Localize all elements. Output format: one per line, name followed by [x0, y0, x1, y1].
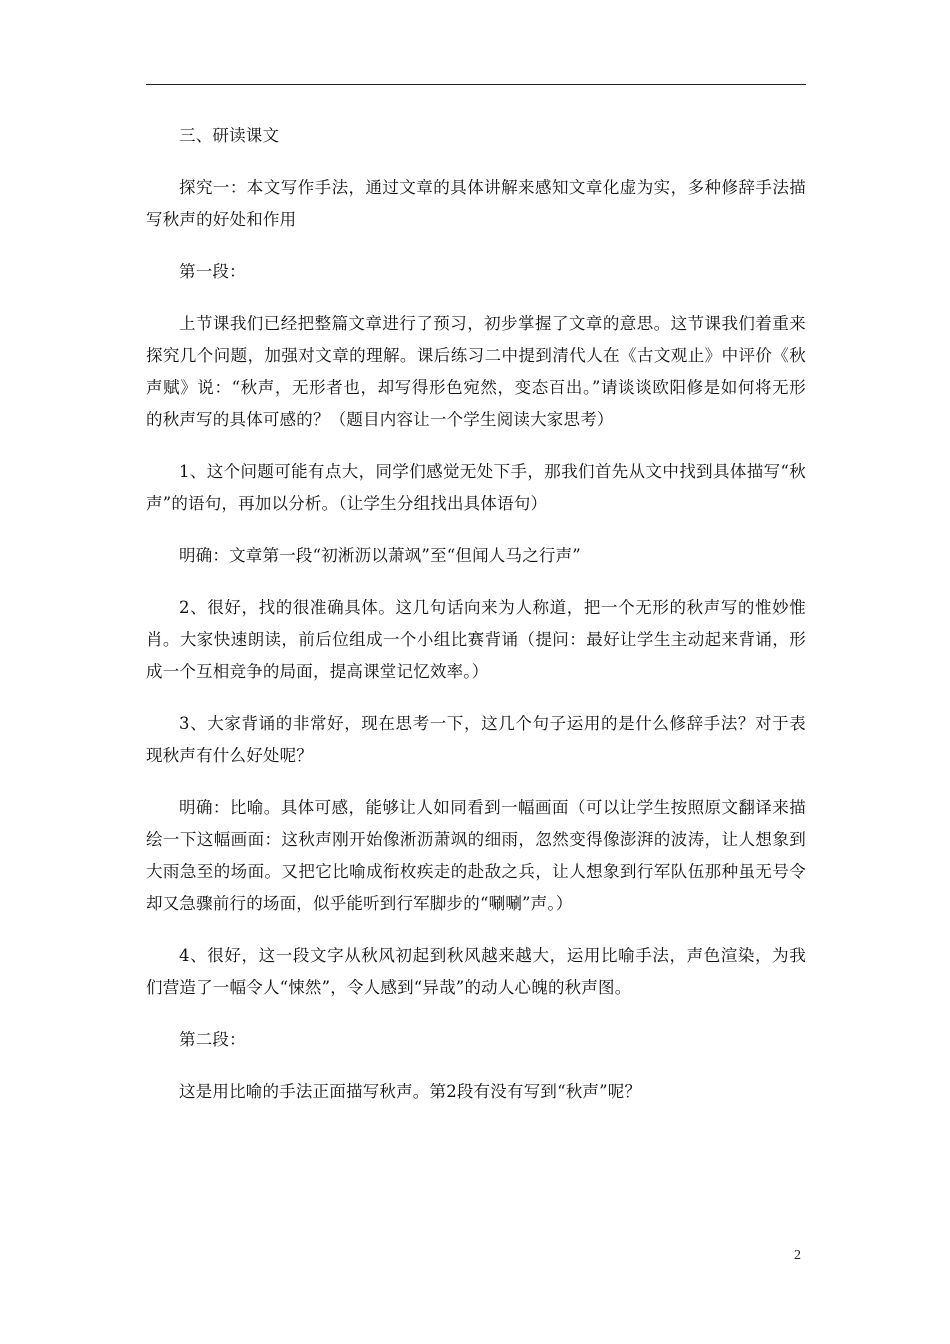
paragraph-first-section-label: 第一段：: [179, 262, 246, 281]
page-number: 2: [794, 1248, 801, 1263]
section-heading: 三、研读课文: [179, 126, 280, 145]
paragraph-inquiry-one: 探究一：本文写作手法，通过文章的具体讲解来感知文章化虚为实，多种修辞手法描写秋声的好处和作用: [146, 178, 806, 229]
paragraph-second-section-label: 第二段：: [179, 1030, 246, 1049]
document-body: [146, 120, 806, 1108]
paragraph-intro: 上节课我们已经把整篇文章进行了预习，初步掌握了文章的意思。这节课我们着重来探究几个问题，加强对文章的理解。课后练习二中提到清代人在《古文观止》中评价《秋声赋》说：“秋声，无形者也，却写得形色宛然，变态百出。”请谈谈欧阳修是如何将无形的秋声写的具体可感的？（题目内容让一个学生阅读大家思考）: [146, 314, 806, 429]
header-rule: [146, 84, 806, 85]
paragraph-clarify-1: 明确：文章第一段“初淅沥以萧飒”至“但闻人马之行声”: [179, 546, 581, 565]
paragraph-step-1: 1、这个问题可能有点大，同学们感觉无处下手，那我们首先从文中找到具体描写“秋声”的语句，再加以分析。（让学生分组找出具体语句）: [146, 462, 806, 513]
paragraph-step-2: 2、很好，找的很准确具体。这几句话向来为人称道，把一个无形的秋声写的惟妙惟肖。大家快速朗读，前后位组成一个小组比赛背诵（提问：最好让学生主动起来背诵，形成一个互相竞争的局面，提高课堂记忆效率。）: [146, 598, 806, 681]
paragraph-second-section-intro: 这是用比喻的手法正面描写秋声。第2段有没有写到“秋声”呢？: [179, 1082, 642, 1101]
paragraph-step-3: 3、大家背诵的非常好，现在思考一下，这几个句子运用的是什么修辞手法？对于表现秋声有什么好处呢？: [146, 714, 806, 765]
paragraph-clarify-2: 明确：比喻。具体可感，能够让人如同看到一幅画面（可以让学生按照原文翻译来描绘一下这幅画面：这秋声刚开始像淅沥萧飒的细雨，忽然变得像澎湃的波涛，让人想象到大雨急至的场面。又把它比喻成衔枚疾走的赴敌之兵，让人想象到行军队伍那种虽无号令却又急骤前行的场面，似乎能听到行军脚步的“唰唰”声。）: [146, 798, 806, 913]
paragraph-step-4: 4、很好，这一段文字从秋风初起到秋风越来越大，运用比喻手法，声色渲染，为我们营造了一幅令人“悚然”，令人感到“异哉”的动人心魄的秋声图。: [146, 946, 806, 997]
